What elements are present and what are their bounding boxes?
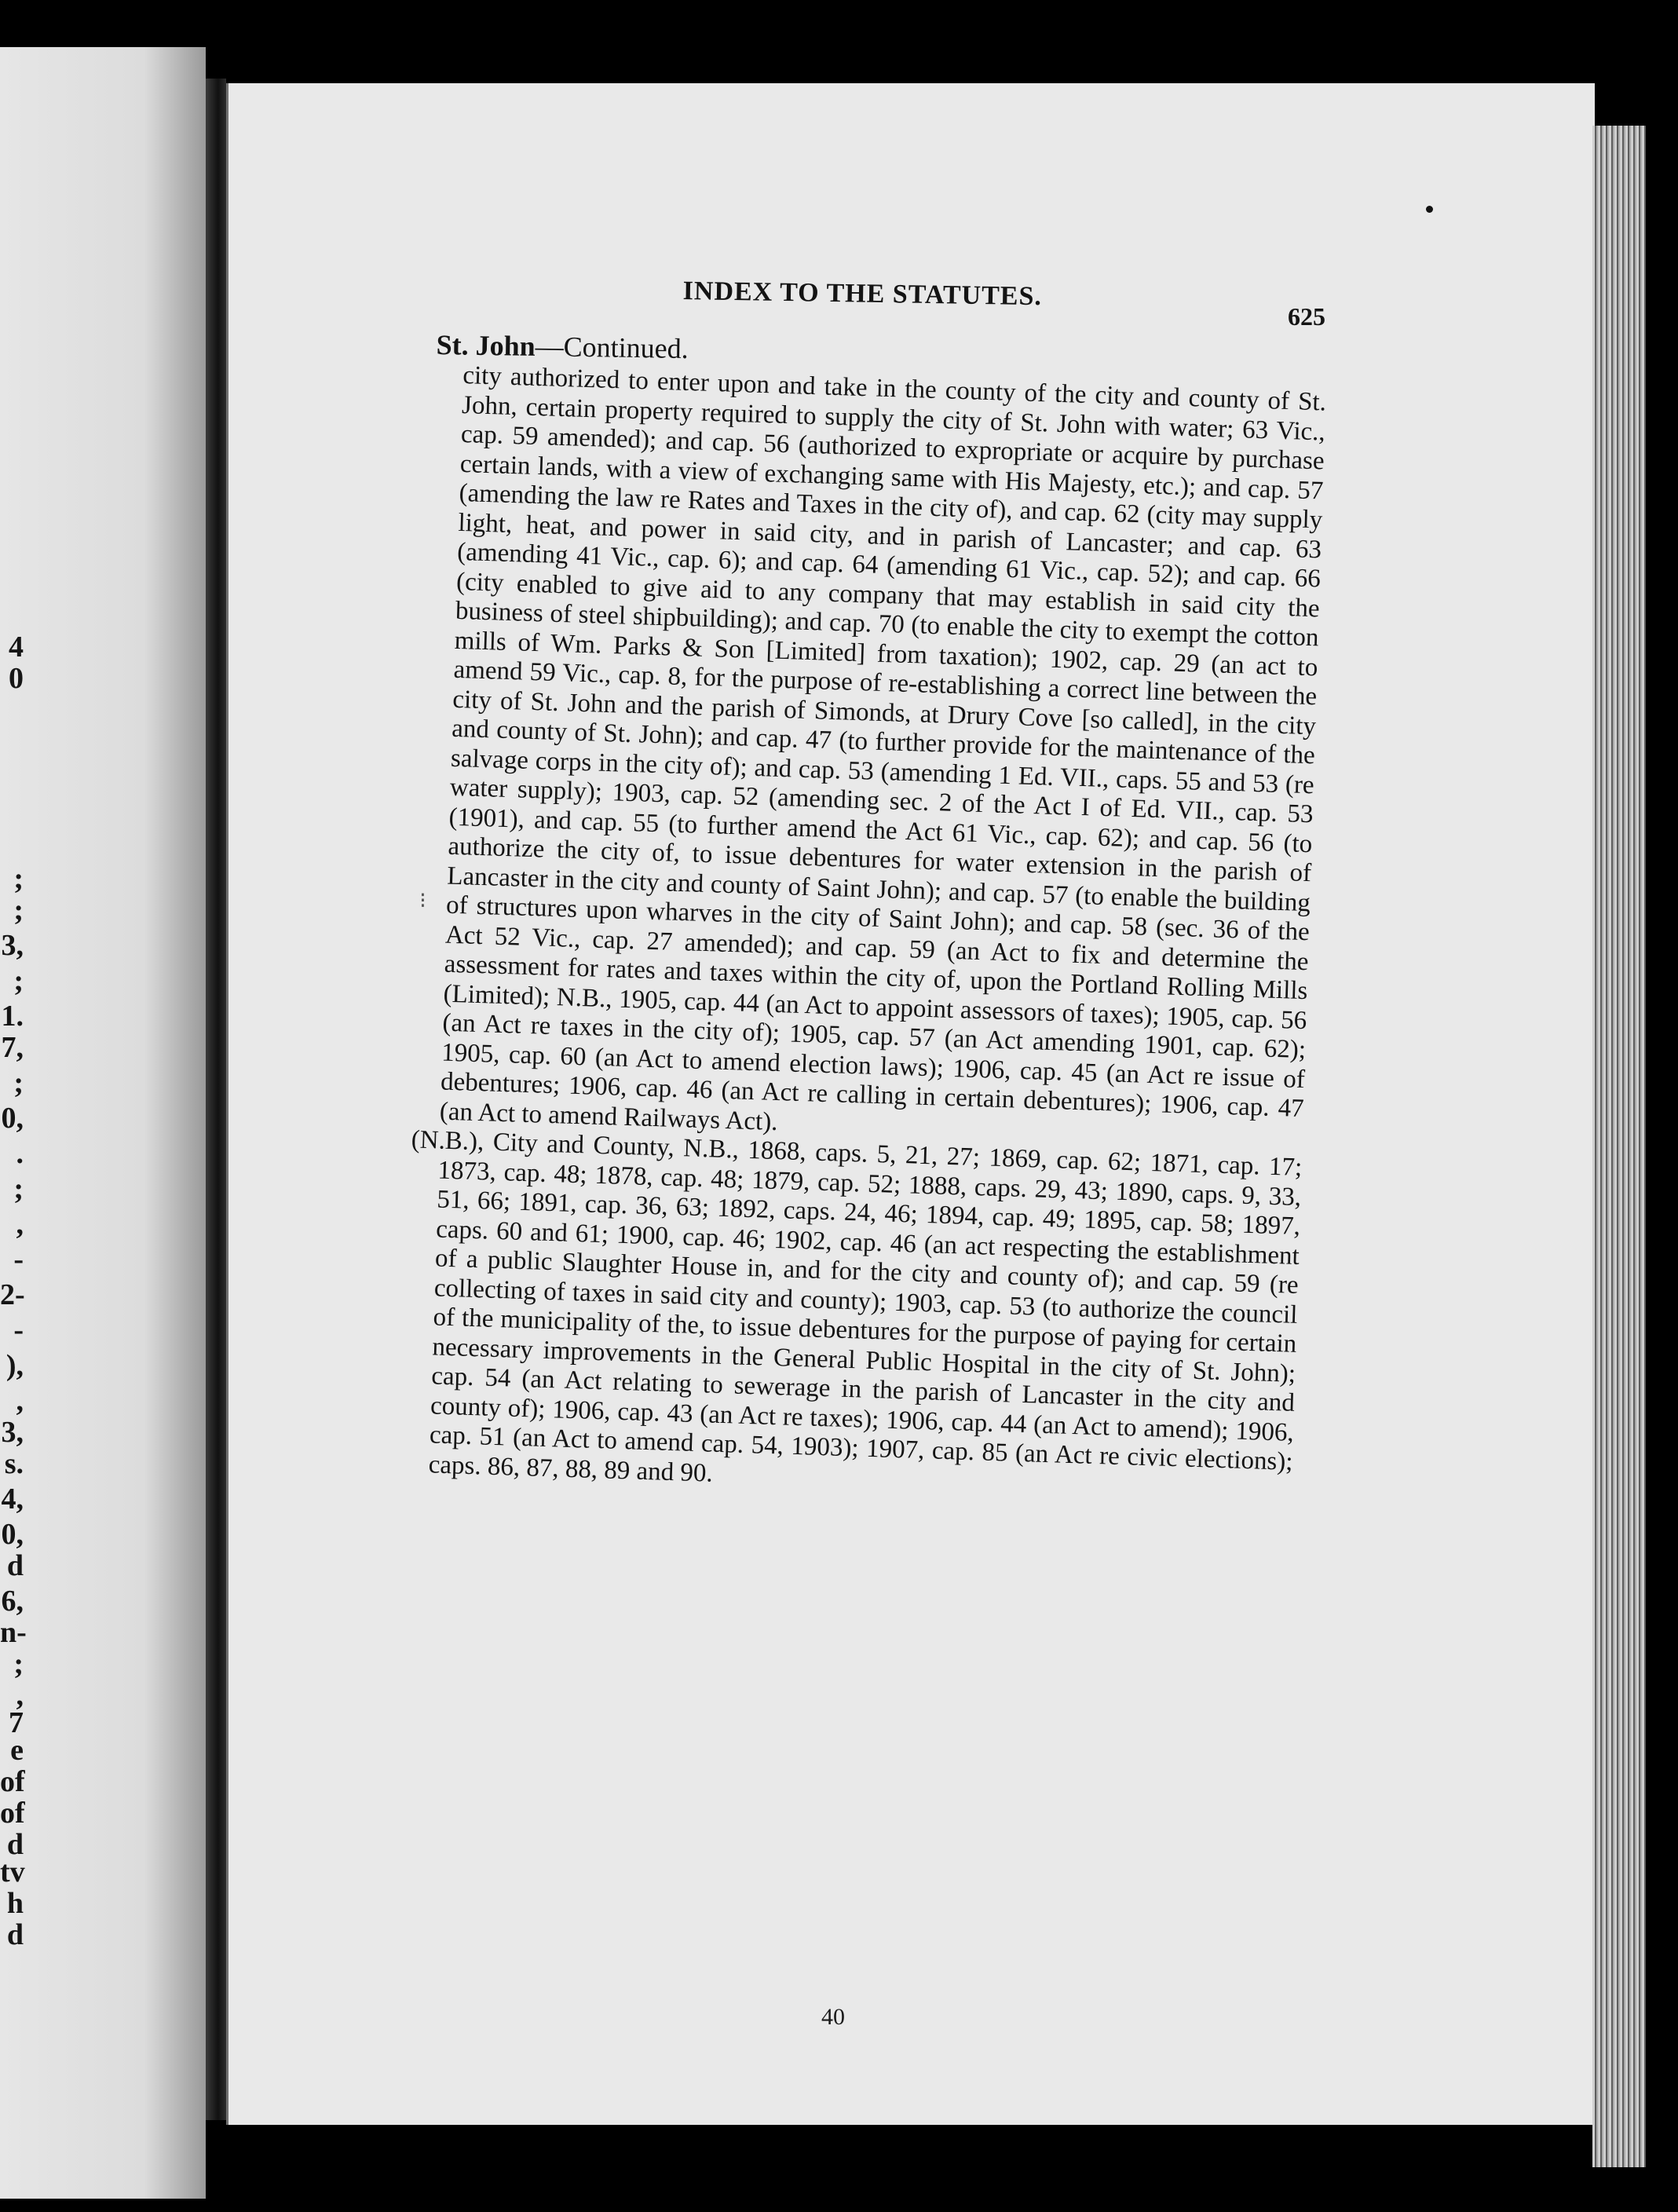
left-page-fragment: 6, bbox=[1, 1585, 24, 1618]
left-page-fragment: n- bbox=[0, 1616, 27, 1649]
left-page-fragment: of bbox=[0, 1797, 25, 1830]
left-page-fragment: ; bbox=[13, 862, 24, 895]
left-page-fragment: ; bbox=[13, 964, 24, 997]
margin-mark: ⁝ bbox=[419, 889, 426, 913]
entry-paragraph: city authorized to enter upon and take in the county of the city and county of St. John, certain property required to supply the city of St. John with water; 63 Vic., cap. 59 amended); and cap. 56 (authorized to expropriate or acquire by purchase certain lands, with a view of exchanging same with His Majesty, etc.); and cap. 57 (amending the law re Rates and Taxes in the city of), and cap. 62 (city may supply light, heat, and power in said city, and in parish of Lancaster; and cap. 63 (amending 41 Vic., cap. 6); and cap. 64 (amending 61 Vic., cap. 52); and cap. 66 (city enabled to give aid to any company that may establish in said city the business of steel shipbuilding); and cap. 70 (to enable the city to exempt the cotton mills of Wm. Parks & Son [Limited] from taxation); 1902, cap. 29 (an act to amend 59 Vic., cap. 8, for the purpose of re-establishing a correct line between the city of St. John and the parish of Simonds, at Drury Cove [so called], in the city and county of St. John); and cap. 47 (to further provide for the maintenance of the salvage corps in the city of); and cap. 53 (amending 1 Ed. VII., caps. 55 and 53 (re water supply); 1903, cap. 52 (amending sec. 2 of the Act I of Ed. VII., cap. 53 (1901), and cap. 55 (to further amend the Act 61 Vic., cap. 62); and cap. 56 (to authorize the city of, to issue debentures for water extension in the parish of Lancaster in the city and county of Saint John); and cap. 57 (to enable the building of structures upon wharves in the city of Saint John); and cap. 58 (sec. 36 of the Act 52 Vic., cap. 27 amended); and cap. 59 (an Act to fix and determine the assessment for rates and taxes within the city of, upon the Portland Rolling Mills (Limited); N.B., 1905, cap. 44 (an Act to appoint assessors of taxes); 1905, cap. 56 (an Act re taxes in the city of); 1905, cap. 57 (an Act amending 1901, cap. 62); 1905, cap. 60 (an Act to amend election laws); 1906, cap. 45 (an Act re issue of debentures; 1906, cap. 46 (an Act re calling in certain debentures); 1906, cap. 47 (an Act to amend Railways Act). bbox=[439, 361, 1327, 1136]
left-page-fragment: - bbox=[13, 1243, 24, 1276]
left-page-fragment: s. bbox=[4, 1447, 24, 1480]
entry-title: St. John bbox=[436, 328, 536, 362]
index-entry-heading bbox=[436, 328, 689, 365]
left-page-fragment: d bbox=[6, 1828, 24, 1861]
left-page-fragment: 1. bbox=[1, 1000, 24, 1033]
left-page-fragment: ; bbox=[13, 1647, 24, 1680]
left-page-fragment: of bbox=[0, 1765, 25, 1798]
left-page-fragment: 0, bbox=[1, 1518, 24, 1551]
book-binding-gutter bbox=[206, 79, 226, 2120]
left-page-fragment: ; bbox=[13, 1066, 24, 1099]
running-head: INDEX TO THE STATUTES. bbox=[682, 276, 1043, 312]
page-edges-stack bbox=[1592, 126, 1646, 2167]
left-page-fragment: e bbox=[10, 1734, 24, 1767]
left-page-fragment: . bbox=[16, 1137, 24, 1170]
signature-mark: 40 bbox=[821, 2004, 845, 2030]
left-page-fragment: , bbox=[16, 1208, 24, 1241]
left-page-fragment: 4 bbox=[9, 631, 24, 664]
left-page-fragment: d bbox=[6, 1549, 24, 1582]
left-page-fragment: - bbox=[13, 1314, 24, 1347]
left-page-fragment: ), bbox=[5, 1349, 24, 1382]
left-page-fragment: tv bbox=[0, 1856, 25, 1888]
left-page-fragment: h bbox=[6, 1887, 24, 1920]
left-page-fragment: 0, bbox=[1, 1102, 24, 1135]
entry-continued-label: —Continued. bbox=[535, 330, 689, 365]
left-page-fragment: ; bbox=[13, 894, 24, 927]
left-page-fragment: 3, bbox=[1, 929, 24, 962]
left-page-fragment: , bbox=[16, 1384, 24, 1417]
index-entry-body bbox=[411, 361, 1327, 1533]
left-page-fragment: d bbox=[6, 1918, 24, 1951]
left-page-fragment: 2- bbox=[0, 1278, 25, 1311]
page-number: 625 bbox=[1288, 302, 1325, 331]
left-facing-page bbox=[0, 47, 206, 2199]
left-page-fragment: , bbox=[16, 1679, 24, 1712]
ink-speck bbox=[1426, 206, 1433, 213]
left-page-fragment: 3, bbox=[1, 1416, 24, 1449]
left-page-fragment: ; bbox=[13, 1172, 24, 1205]
entry-paragraph: (N.B.), City and County, N.B., 1868, caps. 5, 21, 27; 1869, cap. 62; 1871, cap. 17; 1873, cap. 48; 1878, cap. 48; 1879, cap. 52; 1888, caps. 29, 43; 1890, caps. 9, 33, 51, 66; 1891, cap. 36, 63; 1892, caps. 24, 46; 1894, cap. 49; 1895, cap. 58; 1897, caps. 60 and 61; 1900, cap. 46; 1902, cap. 46 (an act respecting the establishment of a public Slaughter House in, and for the city and county of); and cap. 59 (re collecting of taxes in said city and county); 1903, cap. 53 (to authorize the council of the municipality of the, to issue debentures for the purpose of paying for certain necessary improvements in the General Public Hospital in the city of St. John); cap. 54 (an Act relating to sewerage in the parish of Lancaster in the city and county of); 1906, cap. 43 (an Act re taxes); 1906, cap. 44 (an Act to amend); 1906, cap. 51 (an Act to amend cap. 54, 1903); 1907, cap. 85 (an Act re civic elections); caps. 86, 87, 88, 89 and 90. bbox=[411, 1125, 1303, 1488]
left-page-fragment: 7 bbox=[9, 1706, 24, 1739]
left-page-fragment: 4, bbox=[1, 1483, 24, 1515]
left-page-fragment: 7, bbox=[1, 1031, 24, 1064]
left-page-fragment: 0 bbox=[9, 662, 24, 695]
